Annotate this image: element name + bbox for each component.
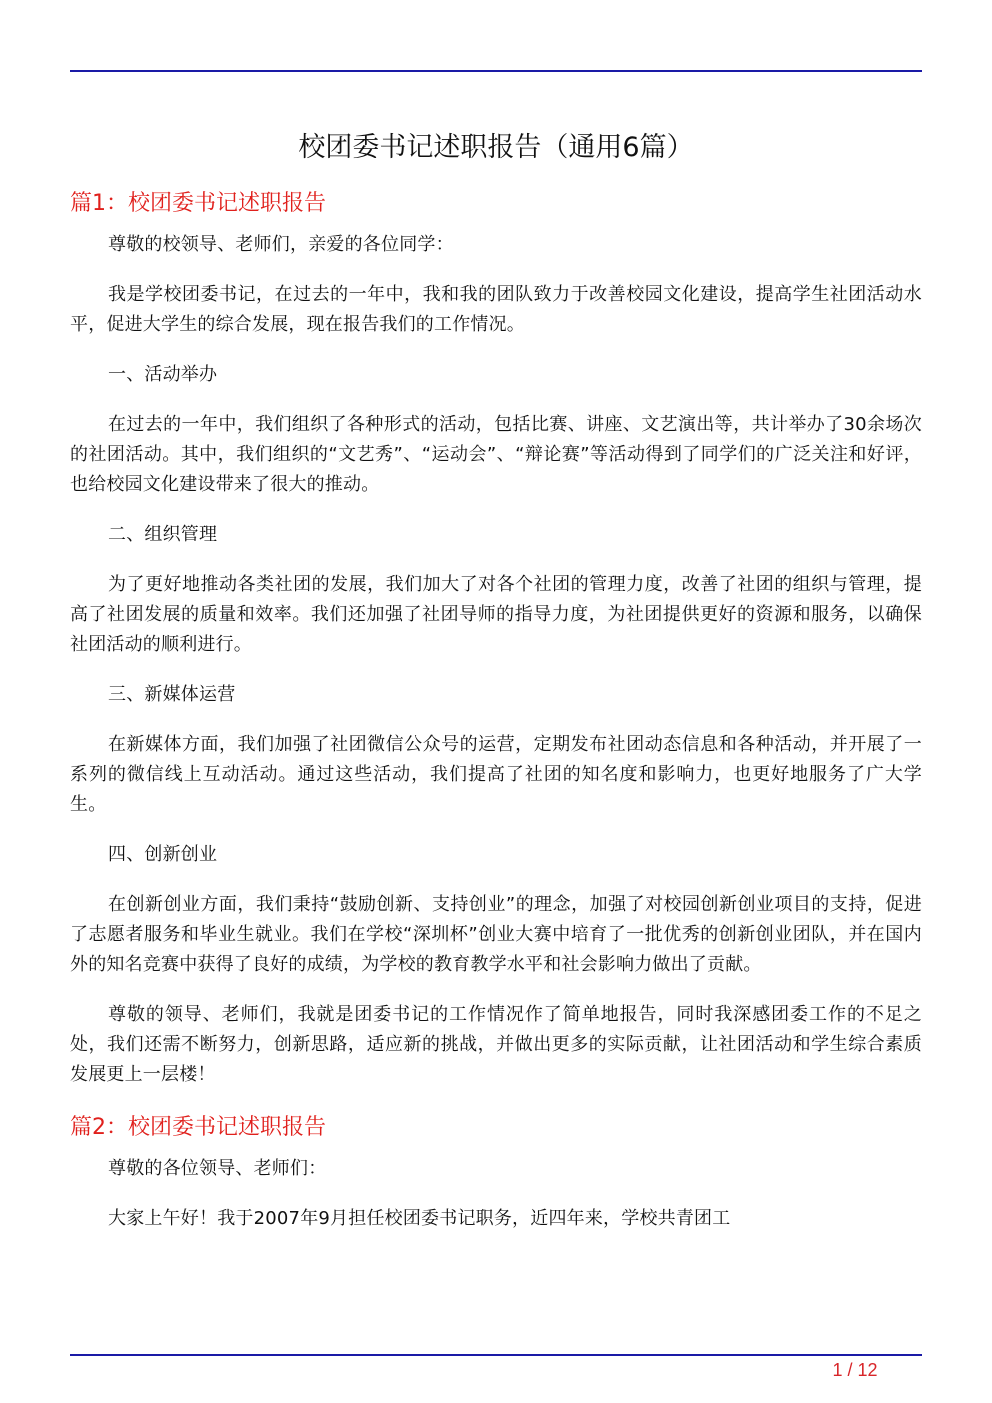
section-heading-1: 篇1：校团委书记述职报告 xyxy=(70,191,326,216)
subheading-new-media: 三、新媒体运营 xyxy=(108,684,236,705)
intro-paragraph: 我是学校团委书记，在过去的一年中，我和我的团队致力于改善校园文化建设，提高学生社团活动水平，促进大学生的综合发展，现在报告我们的工作情况。 xyxy=(70,284,922,335)
document-body xyxy=(70,184,922,1254)
subheading-innovation: 四、创新创业 xyxy=(108,844,218,865)
section-heading-2: 篇2：校团委书记述职报告 xyxy=(70,1115,326,1140)
paragraph-activities: 在过去的一年中，我们组织了各种形式的活动，包括比赛、讲座、文艺演出等，共计举办了30余场次的社团活动。其中，我们组织的“文艺秀”、“运动会”、“辩论赛”等活动得到了同学们的广泛关注和好评，也给校园文化建设带来了很大的推动。 xyxy=(70,414,922,495)
closing-paragraph: 尊敬的领导、老师们，我就是团委书记的工作情况作了简单地报告，同时我深感团委工作的不足之处，我们还需不断努力，创新思路，适应新的挑战，并做出更多的实际贡献，让社团活动和学生综合素质发展更上一层楼！ xyxy=(70,1004,922,1085)
document-title: 校团委书记述职报告（通用6篇） xyxy=(298,132,694,163)
page-number: 1 / 12 xyxy=(832,1360,878,1380)
salutation: 尊敬的校领导、老师们，亲爱的各位同学： xyxy=(108,234,454,255)
salutation-2: 尊敬的各位领导、老师们： xyxy=(108,1158,327,1179)
opening-paragraph-2: 大家上午好！我于2007年9月担任校团委书记职务，近四年来，学校共青团工 xyxy=(108,1208,731,1229)
paragraph-management: 为了更好地推动各类社团的发展，我们加大了对各个社团的管理力度，改善了社团的组织与管理，提高了社团发展的质量和效率。我们还加强了社团导师的指导力度，为社团提供更好的资源和服务，以确保社团活动的顺利进行。 xyxy=(70,574,922,655)
header-rule xyxy=(70,70,922,72)
subheading-management: 二、组织管理 xyxy=(108,524,218,545)
subheading-activities: 一、活动举办 xyxy=(108,364,218,385)
paragraph-innovation: 在创新创业方面，我们秉持“鼓励创新、支持创业”的理念，加强了对校园创新创业项目的支持，促进了志愿者服务和毕业生就业。我们在学校“深圳杯”创业大赛中培育了一批优秀的创新创业团队，并在国内外的知名竞赛中获得了良好的成绩，为学校的教育教学水平和社会影响力做出了贡献。 xyxy=(70,894,922,975)
paragraph-new-media: 在新媒体方面，我们加强了社团微信公众号的运营，定期发布社团动态信息和各种活动，并开展了一系列的微信线上互动活动。通过这些活动，我们提高了社团的知名度和影响力，也更好地服务了广大学生。 xyxy=(70,734,922,815)
footer-rule xyxy=(70,1354,922,1356)
